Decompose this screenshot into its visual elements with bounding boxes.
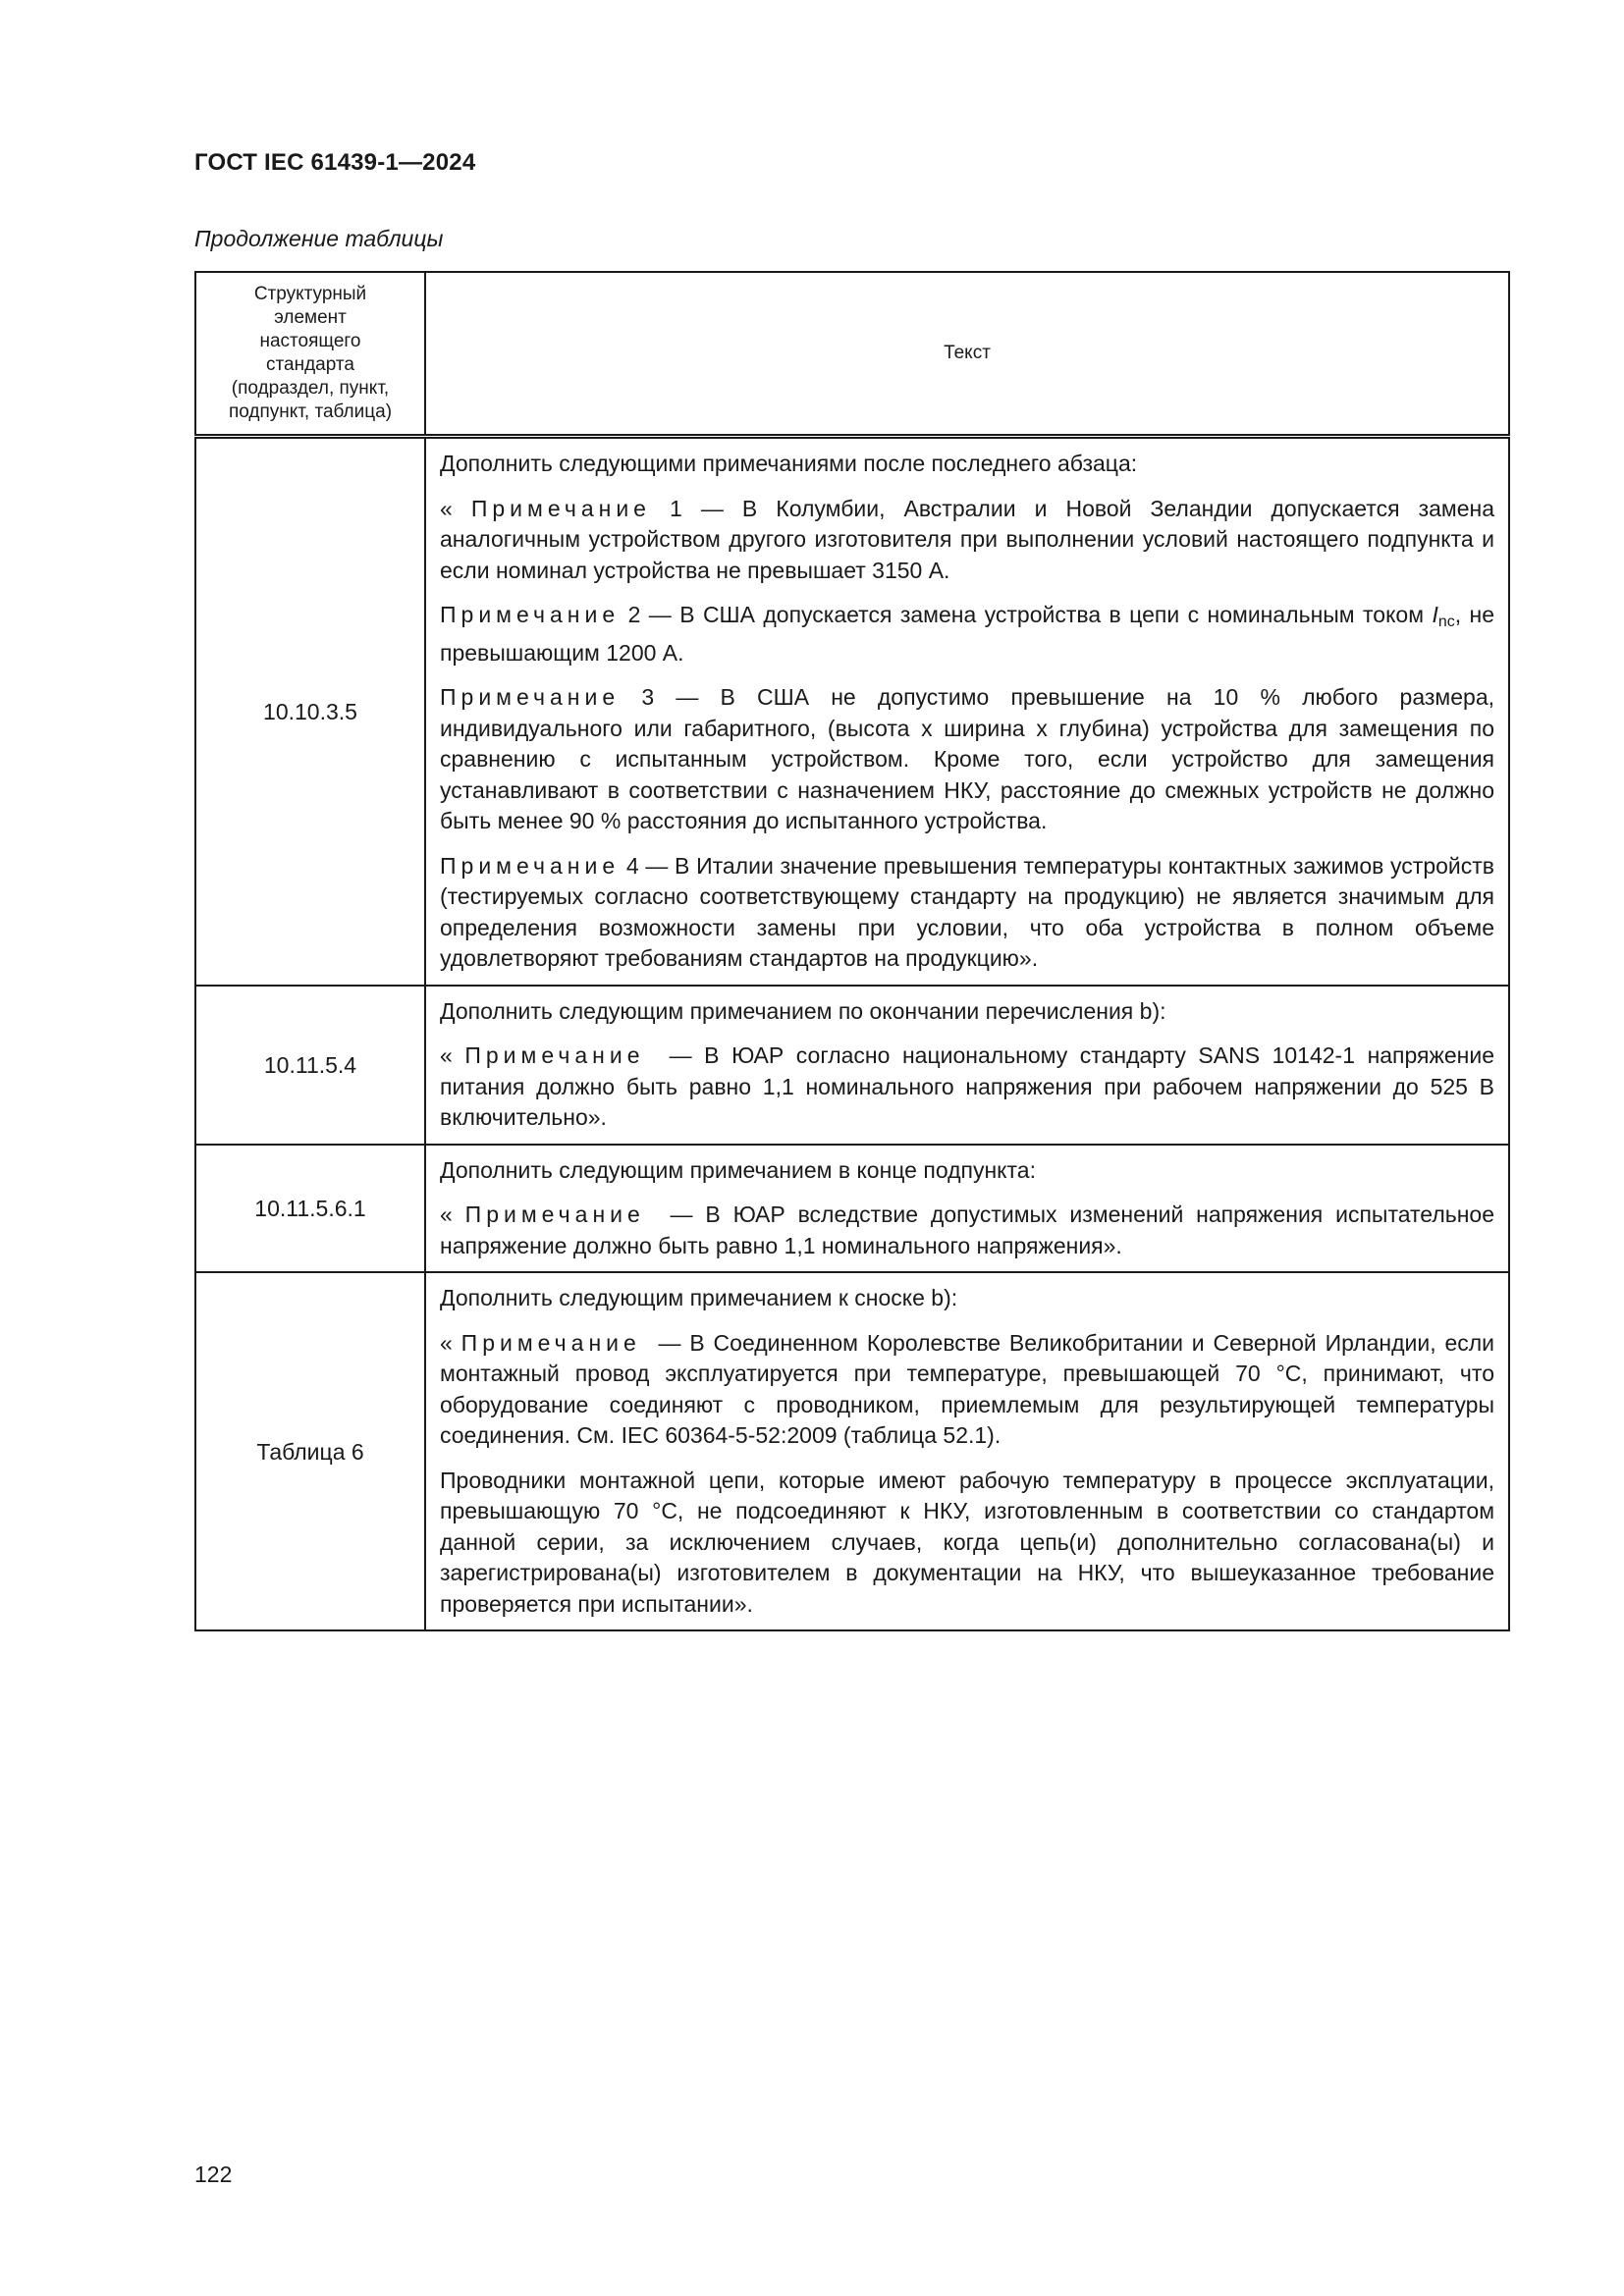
note-2: Примечание 2 — В США допускается замена устройства в цепи с номинальным током $I_{nc}$, не превышающим 1200 А. [440, 602, 1495, 666]
col-text-header: Текст [425, 272, 1509, 437]
table-header-row [195, 272, 1509, 437]
note: « Примечание — В Соединенном Королевстве Великобритании и Северной Ирландии, если монтажный провод эксплуатируется при температуре, превышающей 70 °С, принимают, что оборудование соединяют с проводником, приемлемым для результирующей температуры соединения. См. IEC 60364-5-52:2009 (таблица 52.1). [440, 1329, 1495, 1448]
note: « Примечание — В ЮАР вследствие допустимых изменений напряжения испытательное напряжение должно быть равно 1,1 номинального напряжения». [440, 1201, 1495, 1258]
col-structural-element-header: Структурный элемент настоящего стандарта (подраздел, пункт, подпункт, таблица) [195, 272, 425, 437]
row-text [425, 986, 1509, 1145]
row-text [425, 437, 1509, 986]
amendments-table [194, 271, 1510, 1631]
note: « Примечание — В ЮАР согласно национальному стандарту SANS 10142-1 напряжение питания должно быть равно 1,1 номинального напряжения при рабочем напряжении до 525 В включительно». [440, 1042, 1495, 1130]
row-element: 10.11.5.6.1 [195, 1145, 425, 1273]
note-1: « Примечание 1 — В Колумбии, Австралии и Новой Зеландии допускается замена аналогичным устройством другого изготовителя при выполнении условий настоящего подпункта и если номинал устройства не превышает 3150 А. [440, 495, 1495, 583]
note-4: Примечание 4 — В Италии значение превышения температуры контактных зажимов устройств (тестируемых согласно соответствующему стандарту на продукцию) не является значимым для определения возможности замены при условии, что оба устройства в полном объеме удовлетворяют требованиям стандартов на продукцию». [440, 852, 1495, 971]
row-element: Таблица 6 [195, 1272, 425, 1630]
page-number: 122 [194, 2162, 233, 2187]
table-row [195, 1145, 1509, 1273]
table-row [195, 986, 1509, 1145]
table-row [195, 437, 1509, 986]
row-intro: Дополнить следующим примечанием к сноске b): [440, 1285, 958, 1310]
table-continuation-caption: Продолжение таблицы [194, 226, 444, 251]
row-text [425, 1272, 1509, 1630]
row-intro: Дополнить следующим примечанием в конце подпункта: [440, 1156, 1036, 1183]
row-text [425, 1145, 1509, 1273]
document-header: ГОСТ IEC 61439-1—2024 [194, 149, 476, 176]
row-element: 10.11.5.4 [195, 986, 425, 1145]
row-intro: Дополнить следующими примечаниями после последнего абзаца: [440, 451, 1138, 476]
note-continuation: Проводники монтажной цепи, которые имеют рабочую температуру в процессе эксплуатации, превышающую 70 °С, не подсоединяют к НКУ, изготовленным в соответствии со стандартом данной серии, за исключением случаев, когда цепь(и) дополнительно согласована(ы) и зарегистрирована(ы) изготовителем в документации на НКУ, что вышеуказанное требование проверяется при испытании». [440, 1467, 1494, 1617]
row-element: 10.10.3.5 [195, 437, 425, 986]
row-intro: Дополнить следующим примечанием по окончании перечисления b): [440, 997, 1166, 1024]
note-3: Примечание 3 — В США не допустимо превышение на 10 % любого размера, индивидуального или габаритного, (высота х ширина х глубина) устройства для замещения по сравнению с испытанным устройством. Кроме того, если устройство для замещения устанавливают в соответствии с назначением НКУ, расстояние до смежных устройств не должно быть менее 90 % расстояния до испытанного устройства. [440, 684, 1495, 833]
table-row [195, 1272, 1509, 1630]
